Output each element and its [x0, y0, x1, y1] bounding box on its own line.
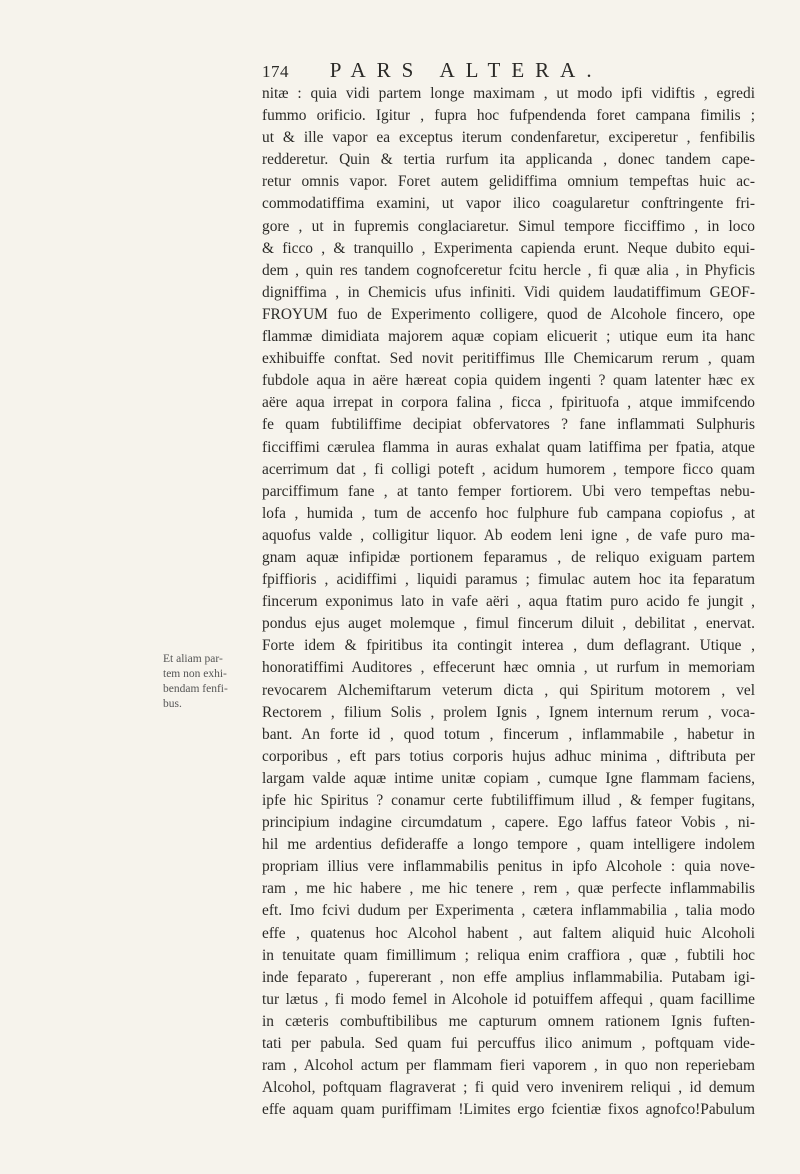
text-line: largam valde aquæ intime unitæ copiam , cumque Igne flammam faciens, [262, 769, 755, 787]
text-line: acerrimum dat , fi colligi poteft , acidum humorem , tempore ficco quam [262, 460, 755, 478]
text-line: lofa , humida , tum de accenfo hoc fulphure fub campana copiofus , at [262, 504, 755, 522]
text-line: flammæ dimidiata majorem aquæ copiam elicuerit ; utique eum ita hanc [262, 328, 755, 346]
text-line: FROYUM fuo de Experimento colligere, quod de Alcohole fincero, ope [262, 305, 755, 323]
text-line: Alcohol, poftquam flagraverat ; fi quid vero invenirem reliqui , id demum [262, 1079, 755, 1097]
text-line: fpiffioris , acidiffimi , liquidi paramus ; fimulac autem hoc ita feparatum [262, 571, 755, 589]
text-line: exhibuiffe conftat. Sed novit peritiffimus Ille Chemicarum rerum , quam [262, 350, 755, 368]
text-line: Rectorem , filium Solis , prolem Ignis , Ignem internum rerum , voca- [262, 703, 755, 721]
marginal-note-line: bendam fenfi- [163, 683, 228, 695]
text-line: gore , ut in fupremis conglaciaretur. Simul tempore ficciffimo , in loco [262, 217, 755, 235]
text-line: ut & ille vapor ea exceptus iterum condenfaretur, exciperetur , fenfibilis [262, 129, 755, 147]
marginal-note-line: bus. [163, 698, 182, 710]
text-line: digniffima , in Chemicis ufus infiniti. Vidi quidem laudatiffimum GEOF- [262, 283, 755, 301]
text-line: retur omnis vapor. Foret autem gelidiffima omnium tempeftas huic ac- [262, 173, 755, 191]
marginal-note-line: Et aliam par- [163, 653, 223, 665]
running-head: PARS ALTERA. [329, 58, 603, 82]
text-line: & ficco , & tranquillo , Experimenta capienda erunt. Neque dubito equi- [262, 239, 755, 257]
text-line: revocarem Alchemiftarum veterum dicta , qui Spiritum motorem , vel [262, 681, 755, 699]
text-line: eft. Imo fcivi dudum per Experimenta , cætera inflammabilia , talia modo [262, 902, 755, 920]
text-line: commodatiffima examini, ut vapor ilico coagularetur conftringente fri- [262, 195, 755, 213]
text-line: ram , Alcohol actum per flammam fieri vaporem , in quo non reperiebam [262, 1057, 755, 1075]
text-line: gnam aquæ infipidæ portionem feparamus , de reliquo exiguam partem [262, 548, 755, 566]
text-line: tur lætus , fi modo femel in Alcohole id potuiffem affequi , quam facillime [262, 990, 755, 1008]
text-line: pondus ejus auget molemque , fimul fincerum diluit , debilitat , enervat. [262, 615, 755, 633]
body-text [262, 83, 755, 1121]
text-line: aquofus valde , colligitur liquor. Ab eodem leni igne , de vafe puro ma- [262, 526, 755, 544]
text-line: inde feparato , fupererant , non effe amplius inflammabilia. Putabam igi- [262, 968, 755, 986]
text-line: ficciffimi cærulea flamma in auras exhalat quam latiffima per fpatia, atque [262, 438, 755, 456]
marginal-note [163, 652, 255, 712]
page-number: 174 [262, 62, 289, 81]
text-line: Forte idem & fpiritibus ita contingit interea , dum deflagrant. Utique , [262, 637, 755, 655]
text-line: in tenuitate quam fimillimum ; reliqua enim craffiora , quæ , fubtili hoc [262, 946, 755, 964]
text-line: bant. An forte id , quod totum , fincerum , inflammabile , habetur in [262, 725, 755, 743]
text-line: aëre aqua irrepat in corpora falina , ficca , fpirituofa , atque immifcendo [262, 394, 755, 412]
marginal-note-line: tem non exhi- [163, 668, 227, 680]
text-line: fincerum exponimus lato in vafe aëri , aqua ftatim puro acido fe jungit , [262, 593, 755, 611]
text-line: dem , quin res tandem cognofceretur fcitu hercle , fi quæ alia , in Phyficis [262, 261, 755, 279]
text-line: effe aquam quam puriffimam !Limites ergo fcientiæ fixos agnofco!Pabulum [262, 1101, 755, 1119]
text-line: redderetur. Quin & tertia rurfum ita applicanda , donec tandem cape- [262, 151, 755, 169]
text-line: propriam illius vere inflammabilis penitus in ipfo Alcohole : quia nove- [262, 858, 755, 876]
text-line: principium indagine circumdatum , capere. Ego laffus fateor Vobis , ni- [262, 814, 755, 832]
text-line: nitæ : quia vidi partem longe maximam , ut modo ipfi vidiftis , egredi [262, 85, 755, 102]
page-header [262, 58, 732, 83]
text-line: honoratiffimi Auditores , effecerunt hæc omnia , ut rurfum in memoriam [262, 659, 755, 677]
text-line: ipfe hic Spiritus ? conamur certe fubtiliffimum illud , & femper fugitans, [262, 792, 755, 809]
text-line: fe quam fubtiliffime decipiat obfervatores ? fane inflammati Sulphuris [262, 416, 755, 434]
text-line: in cæteris combuftibilibus me capturum omnem rationem Ignis fuften- [262, 1012, 755, 1030]
text-line: fubdole aqua in aëre hæreat copia quidem ingenti ? quam latenter hæc ex [262, 372, 755, 390]
text-line: ram , me hic habere , me hic tenere , rem , quæ perfecte inflammabilis [262, 880, 755, 898]
text-line: fummo orificio. Igitur , fupra hoc fufpendenda foret campana fimilis ; [262, 107, 755, 125]
text-line: hil me ardentius defideraffe a longo tempore , quam intelligere indolem [262, 836, 755, 854]
text-line: corporibus , eft pars totius corporis hujus adhuc minima , diftributa per [262, 747, 755, 765]
text-line: parciffimum fane , at tanto femper fortiorem. Ubi vero tempeftas nebu- [262, 482, 755, 500]
text-line: tati per pabula. Sed quam fui percuffus ilico animum , poftquam vide- [262, 1035, 755, 1053]
text-line: effe , quatenus hoc Alcohol habent , aut faltem aliquid huic Alcoholi [262, 924, 755, 942]
